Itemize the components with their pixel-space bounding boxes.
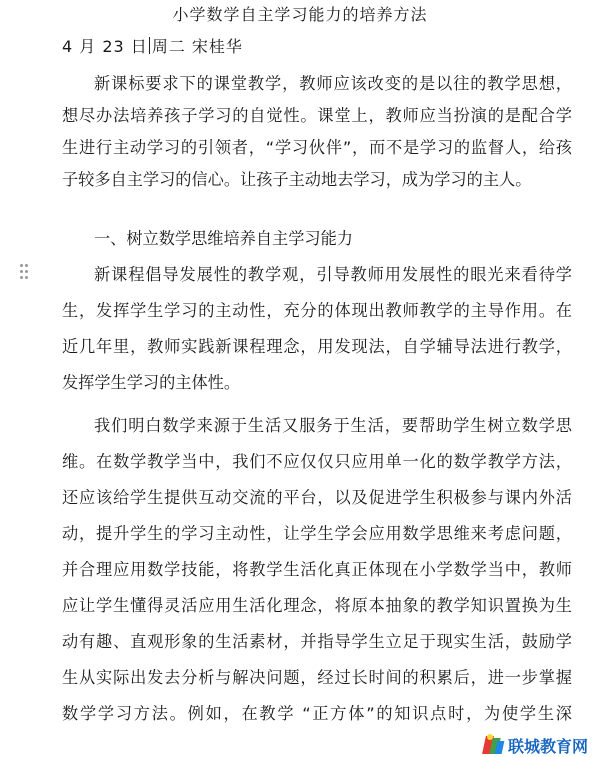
watermark-logo-icon [482, 734, 504, 756]
site-watermark [482, 733, 600, 757]
text-cursor [149, 37, 150, 54]
paragraph-line: 还应该给学生提供互动交流的平台，以及促进学生积极参与课内外活 [62, 488, 572, 507]
paragraph-line: 动有趣、直观形象的生活素材，并指导学生立足于现实生活，鼓励学 [62, 632, 572, 651]
paragraph-line: 生从实际出发去分析与解决问题，经过长时间的积累后，进一步掌握 [62, 668, 572, 687]
paragraph-line: 我们明白数学来源于生活又服务于生活，要帮助学生树立数学思 [94, 416, 572, 435]
meta-weekday: 周二 [151, 37, 186, 56]
meta-author: 宋桂华 [191, 37, 243, 56]
paragraph-line: 数学学习方法。例如，在教学 “正方体”的知识点时，为使学生深 [62, 704, 572, 723]
paragraph-line: 发挥学生学习的主体性。 [62, 373, 241, 392]
paragraph-line: 生，发挥学生学习的主动性，充分的体现出教师教学的主导作用。在 [62, 301, 572, 320]
section-heading: 一、树立数学思维培养自主学习能力 [94, 229, 353, 248]
meta-date: 4 月 23 日 [62, 37, 148, 56]
document-title: 小学数学自主学习能力的培养方法 [172, 5, 428, 24]
drag-handle-icon[interactable] [20, 264, 28, 282]
paragraph-line: 维。在数学教学当中，我们不应仅仅只应用单一化的数学教学方法， [62, 452, 572, 471]
paragraph-line: 想尽办法培养孩子学习的自觉性。课堂上，教师应当扮演的是配合学 [62, 106, 572, 125]
document-meta [62, 36, 243, 58]
paragraph-line: 近几年里，教师实践新课程理念，用发现法，自学辅导法进行教学， [62, 337, 572, 356]
paragraph-line: 动，提升学生的学习主动性，让学生学会应用数学思维来考虑问题， [62, 524, 572, 543]
watermark-text: 联城教育网 [508, 736, 589, 756]
paragraph-line: 新课标要求下的课堂教学，教师应该改变的是以往的教学思想， [94, 74, 572, 93]
paragraph-line: 子较多自主学习的信心。让孩子主动地去学习，成为学习的主人。 [62, 170, 532, 189]
paragraph-line: 新课程倡导发展性的教学观，引导教师用发展性的眼光来看待学 [94, 265, 572, 284]
paragraph-line: 生进行主动学习的引领者，“学习伙伴”，而不是学习的监督人，给孩 [62, 138, 572, 157]
paragraph-line: 应让学生懂得灵活应用生活化理念，将原本抽象的教学知识置换为生 [62, 596, 572, 615]
paragraph-line: 并合理应用数学技能，将教学生活化真正体现在小学数学当中，教师 [62, 560, 572, 579]
